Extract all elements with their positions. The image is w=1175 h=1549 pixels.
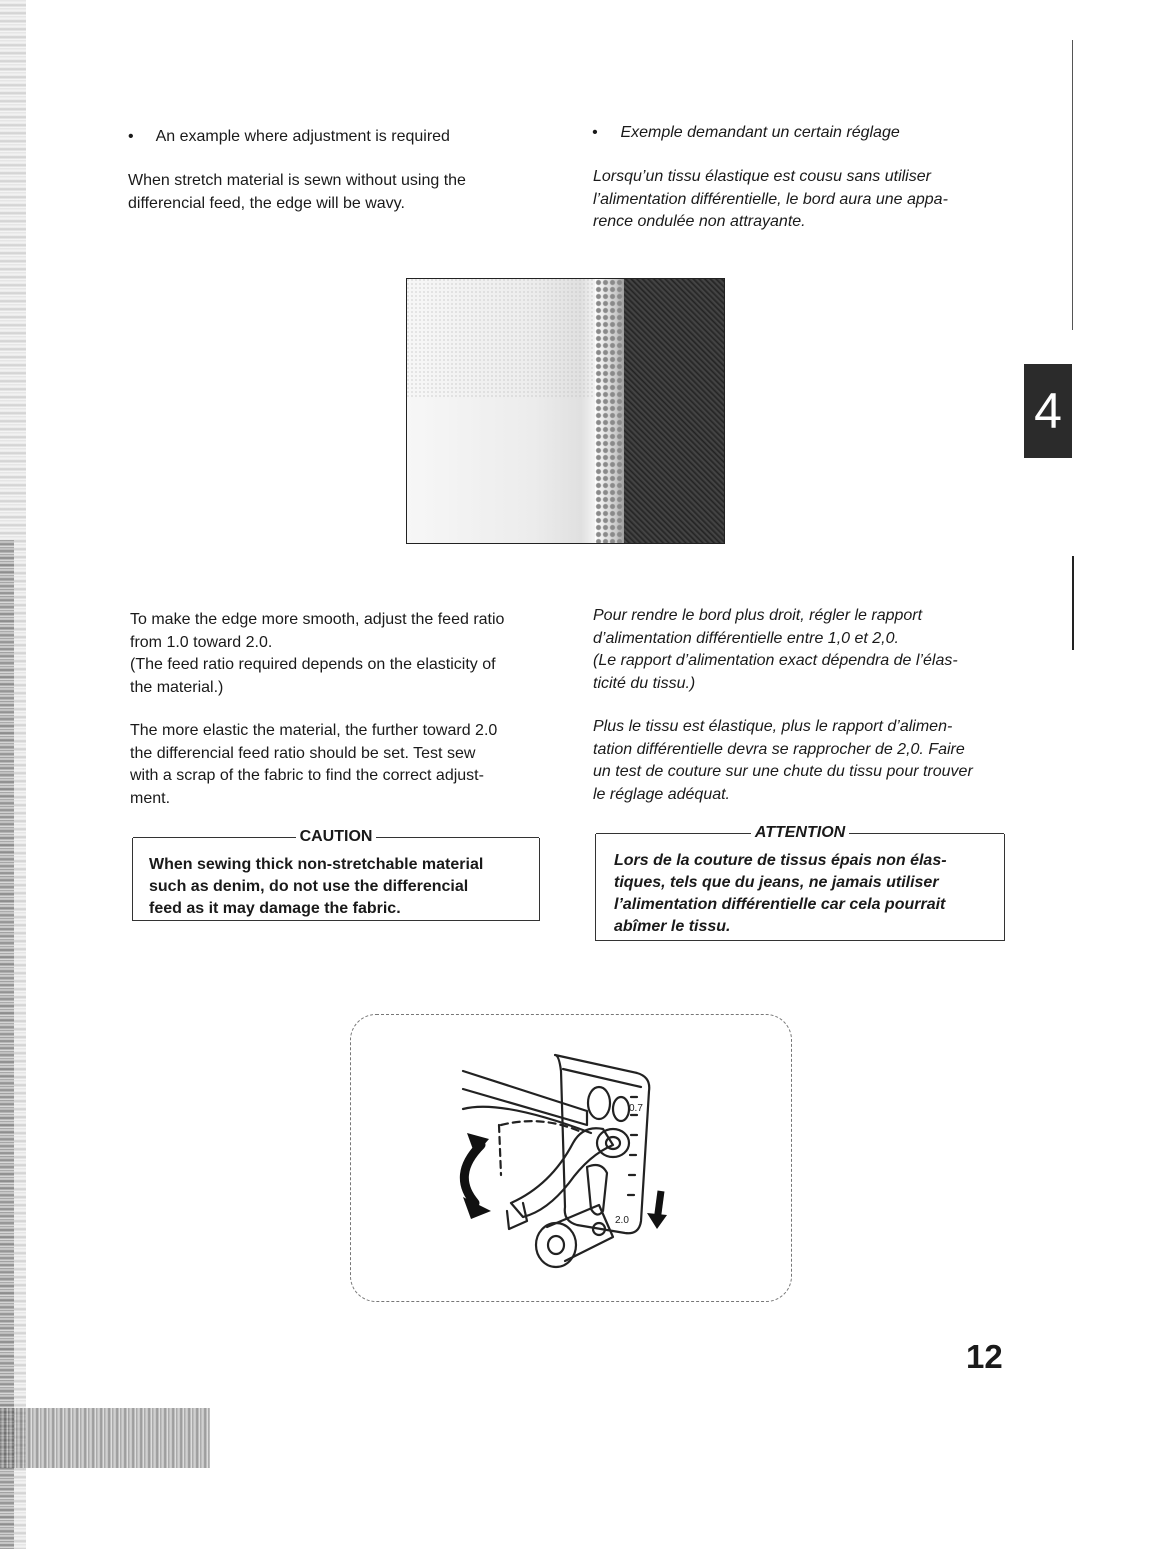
wavy-edge-photo bbox=[406, 278, 725, 544]
attention-box bbox=[595, 824, 1005, 941]
chapter-tab: 4 bbox=[1024, 364, 1072, 458]
scale-label-bottom: 2.0 bbox=[615, 1215, 629, 1226]
french-paragraph-1: Lorsqu’un tissu élastique est cousu sans utiliser l’alimentation différentielle, le bord aura une appa- rence ondulée non attrayante. bbox=[593, 168, 948, 230]
attention-title: ATTENTION bbox=[754, 824, 846, 841]
english-paragraph-3: The more elastic the material, the further toward 2.0 the differencial feed ratio should be set. Test sew with a scrap of the fabric to find the correct adjust- ment. bbox=[130, 722, 498, 807]
caution-text: When sewing thick non-stretchable material such as denim, do not use the differencial feed as it may damage the fabric. bbox=[149, 856, 484, 917]
french-paragraph-3: Plus le tissu est élastique, plus le rapport d’alimen- tation différentielle devra se rapprocher de 2,0. Faire un test de couture sur une chute du tissu pour trouver le réglage adéquat. bbox=[593, 718, 973, 803]
scan-edge-shadow bbox=[0, 540, 14, 1549]
english-bullet-heading: • An example where adjustment is required bbox=[128, 126, 450, 149]
attention-text: Lors de la couture de tissus épais non élas- tiques, tels que du jeans, ne jamais utiliser l’alimentation différentielle car cela pourrait abîmer le tissu. bbox=[614, 852, 947, 935]
illustration-frame bbox=[350, 1014, 792, 1302]
page-edge-line bbox=[1072, 556, 1074, 650]
scan-smudge bbox=[0, 1408, 210, 1468]
caution-box bbox=[132, 828, 540, 921]
english-paragraph-2: To make the edge more smooth, adjust the feed ratio from 1.0 toward 2.0. (The feed ratio required depends on the elasticity of the material.) bbox=[130, 611, 505, 696]
french-bullet-heading: • Exemple demandant un certain réglage bbox=[592, 122, 900, 145]
caution-title: CAUTION bbox=[299, 828, 373, 845]
feed-ratio-lever-illustration bbox=[351, 1015, 791, 1301]
page-edge-line bbox=[1072, 40, 1073, 330]
french-paragraph-2: Pour rendre le bord plus droit, régler le rapport d’alimentation différentielle entre 1,0 et 2,0. (Le rapport d’alimentation exact dépendra de l’élas- ticité du tissu.) bbox=[593, 607, 958, 692]
english-paragraph-1: When stretch material is sewn without using the differencial feed, the edge will be wavy. bbox=[128, 172, 466, 212]
scale-label-top: 0.7 bbox=[629, 1103, 643, 1114]
page-number: 12 bbox=[966, 1338, 1003, 1375]
